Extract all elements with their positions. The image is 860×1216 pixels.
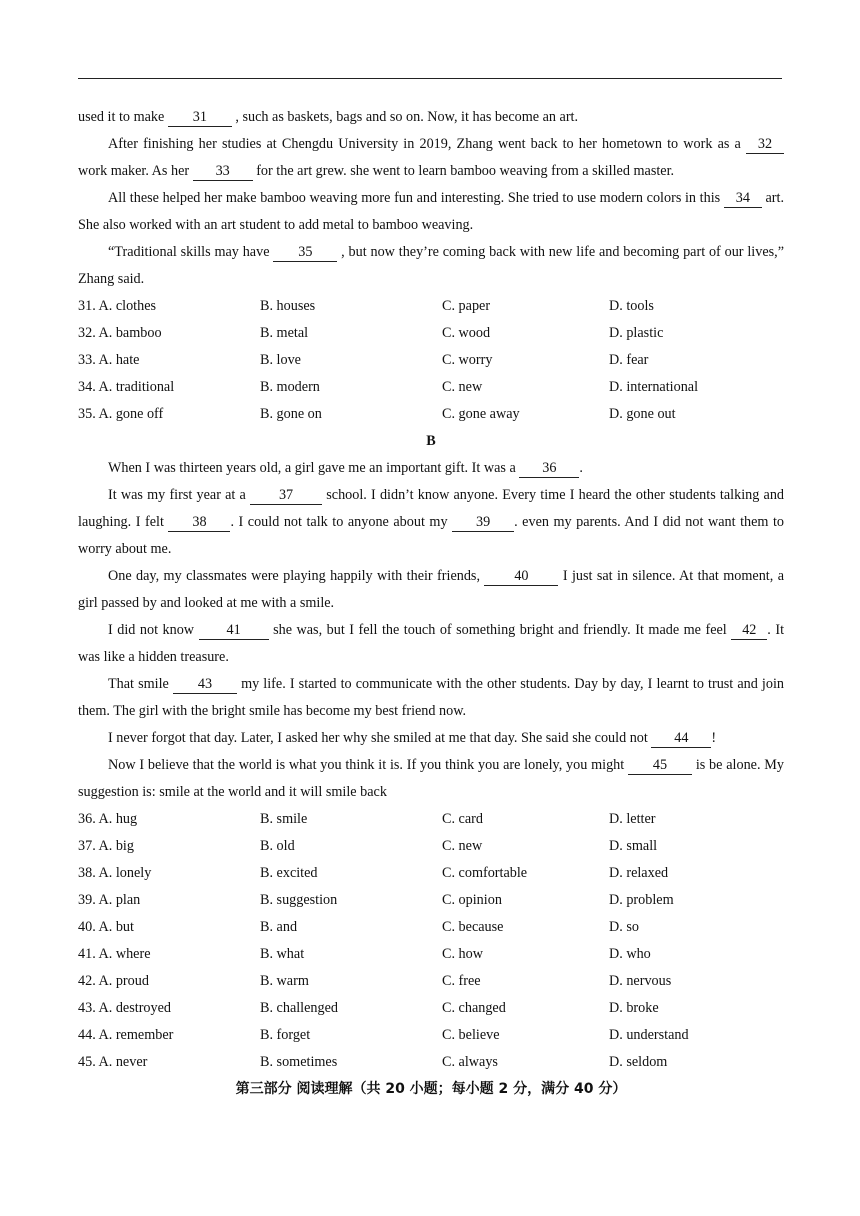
option[interactable]: D. problem <box>609 892 674 908</box>
blank-35[interactable]: 35 <box>273 244 337 262</box>
option[interactable]: 36. A. hug <box>78 811 138 827</box>
blank-33[interactable]: 33 <box>193 163 253 181</box>
option[interactable]: D. who <box>609 946 651 962</box>
option[interactable]: B. smile <box>260 811 308 827</box>
option[interactable]: C. changed <box>442 1000 506 1016</box>
option[interactable]: 44. A. remember <box>78 1027 174 1043</box>
option[interactable]: 38. A. lonely <box>78 865 152 881</box>
option[interactable]: B. excited <box>260 865 318 881</box>
option[interactable]: C. because <box>442 919 504 935</box>
blank-39[interactable]: 39 <box>452 514 514 532</box>
option[interactable]: B. forget <box>260 1027 311 1043</box>
passage-a-paragraph-3: All these helped her make bamboo weaving more fun and interesting. She tried to use modern colors in this 34 art. She also worked with an art student to add metal to bamboo weaving. <box>78 190 784 233</box>
option[interactable]: B. suggestion <box>260 892 338 908</box>
option[interactable]: D. so <box>609 919 639 935</box>
blank-34[interactable]: 34 <box>724 190 762 208</box>
option[interactable]: 42. A. proud <box>78 973 149 989</box>
option[interactable]: C. opinion <box>442 892 502 908</box>
option[interactable]: C. how <box>442 946 483 962</box>
option[interactable]: D. gone out <box>609 406 676 422</box>
option[interactable]: D. broke <box>609 1000 659 1016</box>
blank-31[interactable]: 31 <box>168 109 232 127</box>
option[interactable]: D. international <box>609 379 699 395</box>
option[interactable]: B. modern <box>260 379 320 395</box>
blank-42[interactable]: 42 <box>731 622 767 640</box>
exam-page <box>78 104 784 1103</box>
option[interactable]: 34. A. traditional <box>78 379 175 395</box>
passage-a-paragraph-2: After finishing her studies at Chengdu University in 2019, Zhang went back to her hometown to work as a 32 work maker. As her 33 for the art grew. she went to learn bamboo weaving from a skilled master. <box>78 131 784 185</box>
option[interactable]: B. houses <box>260 298 316 314</box>
option[interactable]: B. love <box>260 352 301 368</box>
passage-b-paragraph-5: That smile 43 my life. I started to communicate with the other students. Day by day, I learnt to trust and join them. The girl with the bright smile has become my best friend now. <box>78 676 785 719</box>
option[interactable]: 43. A. destroyed <box>78 1000 171 1016</box>
option[interactable]: 39. A. plan <box>78 892 141 908</box>
option[interactable]: C. new <box>442 379 483 395</box>
section-b-label: B <box>426 433 436 449</box>
option[interactable]: B. what <box>260 946 305 962</box>
option[interactable]: 35. A. gone off <box>78 406 164 422</box>
passage-b-paragraph-3: One day, my classmates were playing happily with their friends, 40 I just sat in silence. At that moment, a girl passed by and looked at me with a smile. <box>78 568 784 611</box>
option[interactable]: 37. A. big <box>78 838 134 854</box>
blank-40[interactable]: 40 <box>484 568 558 586</box>
option[interactable]: C. gone away <box>442 406 520 422</box>
option[interactable]: C. paper <box>442 298 491 314</box>
blank-36[interactable]: 36 <box>519 460 579 478</box>
option[interactable]: B. and <box>260 919 298 935</box>
blank-45[interactable]: 45 <box>628 757 692 775</box>
blank-38[interactable]: 38 <box>168 514 230 532</box>
passage-b-paragraph-1: When I was thirteen years old, a girl gave me an important gift. It was a 36 . <box>108 460 583 476</box>
blank-44[interactable]: 44 <box>651 730 711 748</box>
passage-b-paragraph-4: I did not know 41 she was, but I fell the touch of something bright and friendly. It made me feel 42 . It was like a hidden treasure. <box>78 622 785 665</box>
part3-heading: 第三部分 阅读理解（共 20 小题；每小题 2 分，满分 40 分） <box>235 1081 627 1097</box>
option[interactable]: D. plastic <box>609 325 664 341</box>
blank-41[interactable]: 41 <box>199 622 269 640</box>
option[interactable]: D. letter <box>609 811 656 827</box>
options-a <box>78 293 784 428</box>
option[interactable]: 33. A. hate <box>78 352 140 368</box>
option[interactable]: B. old <box>260 838 295 854</box>
passage-b-paragraph-7: Now I believe that the world is what you think it is. If you think you are lonely, you might 45 is be alone. My suggestion is: smile at the world and it will smile back <box>78 757 784 800</box>
header-rule <box>78 78 782 79</box>
blank-43[interactable]: 43 <box>173 676 237 694</box>
option[interactable]: 31. A. clothes <box>78 298 157 314</box>
blank-32[interactable]: 32 <box>746 136 784 154</box>
option[interactable]: D. understand <box>609 1027 689 1043</box>
option[interactable]: B. warm <box>260 973 309 989</box>
option[interactable]: C. wood <box>442 325 491 341</box>
option[interactable]: C. always <box>442 1054 498 1070</box>
option[interactable]: D. relaxed <box>609 865 669 881</box>
option[interactable]: C. comfortable <box>442 865 528 881</box>
passage-b-paragraph-6: I never forgot that day. Later, I asked her why she smiled at me that day. She said she could not 44 ! <box>108 730 717 746</box>
option[interactable]: B. sometimes <box>260 1054 338 1070</box>
option[interactable]: C. worry <box>442 352 493 368</box>
passage-a-paragraph-1: used it to make 31 , such as baskets, bags and so on. Now, it has become an art. <box>78 109 579 125</box>
option[interactable]: B. metal <box>260 325 309 341</box>
option[interactable]: D. fear <box>609 352 649 368</box>
option[interactable]: 40. A. but <box>78 919 134 935</box>
option[interactable]: D. tools <box>609 298 654 314</box>
options-b <box>78 806 784 1076</box>
option[interactable]: 45. A. never <box>78 1054 148 1070</box>
option[interactable]: 41. A. where <box>78 946 151 962</box>
option[interactable]: C. believe <box>442 1027 500 1043</box>
blank-37[interactable]: 37 <box>250 487 322 505</box>
option[interactable]: D. seldom <box>609 1054 668 1070</box>
passage-b-paragraph-2: It was my first year at a 37 school. I didn’t know anyone. Every time I heard the other students talking and laughing. I felt 38 . I could not talk to anyone about my 39 . even my parents. And I did not want them to worry about me. <box>78 487 785 557</box>
option[interactable]: C. card <box>442 811 483 827</box>
option[interactable]: B. gone on <box>260 406 322 422</box>
option[interactable]: 32. A. bamboo <box>78 325 162 341</box>
option[interactable]: C. new <box>442 838 483 854</box>
option[interactable]: D. nervous <box>609 973 672 989</box>
option[interactable]: C. free <box>442 973 481 989</box>
option[interactable]: D. small <box>609 838 658 854</box>
option[interactable]: B. challenged <box>260 1000 339 1016</box>
passage-a-paragraph-4: “Traditional skills may have 35 , but now they’re coming back with new life and becoming part of our lives,” Zhang said. <box>78 244 784 287</box>
